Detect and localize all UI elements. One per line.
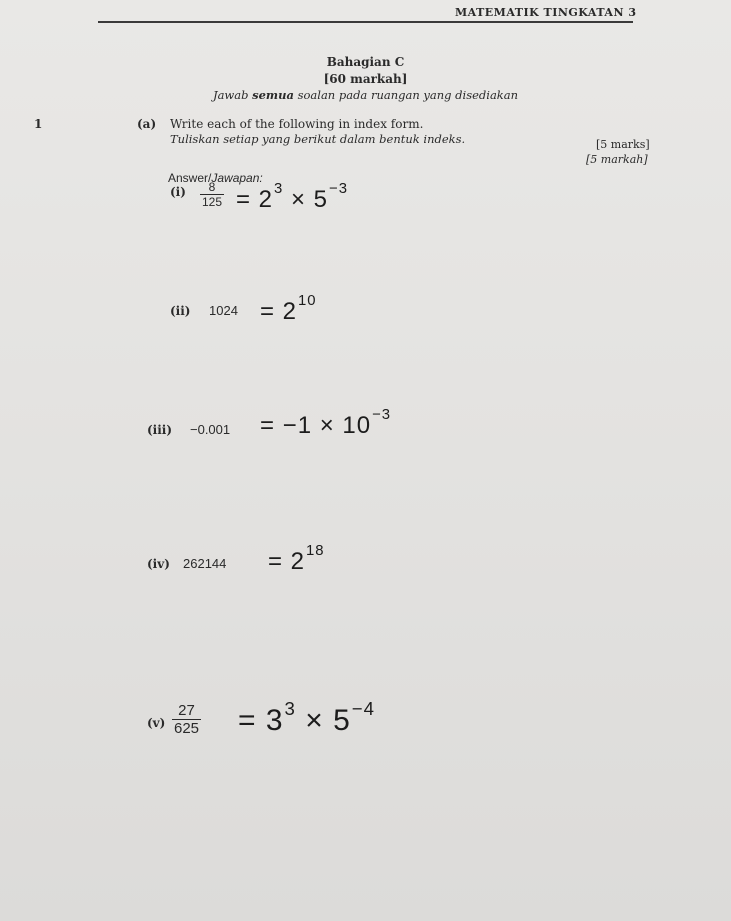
item-label: (v) xyxy=(147,716,166,730)
handwritten-answer xyxy=(268,542,325,576)
given-fraction xyxy=(200,180,224,209)
answer-exponent: 10 xyxy=(298,292,317,309)
answer-prefix: = 2 xyxy=(236,186,274,213)
handwritten-answer xyxy=(260,292,317,326)
answer-exponent: −3 xyxy=(372,406,392,423)
answer-prefix: = 3 xyxy=(238,704,284,737)
answer-exponent: 18 xyxy=(306,542,325,559)
answer-exponent: 3 xyxy=(284,697,296,719)
section-marks: [60 markah] xyxy=(323,72,408,86)
instruction-prefix: Jawab xyxy=(212,88,249,102)
answer-label-en: Answer/ xyxy=(168,171,212,185)
answer-prefix: = 2 xyxy=(260,298,298,325)
item-label: (i) xyxy=(170,185,186,199)
answer-exponent: −4 xyxy=(351,697,375,719)
answer-exponent: 3 xyxy=(274,180,284,197)
marks-ms: [5 markah] xyxy=(586,153,648,166)
item-label: (iii) xyxy=(147,423,173,437)
handwritten-answer xyxy=(236,180,348,214)
given-value: −0.001 xyxy=(190,422,231,437)
question-part: (a) xyxy=(137,117,157,131)
fraction-denominator: 625 xyxy=(174,720,200,737)
instruction-bold: semua xyxy=(252,88,294,102)
section-instruction xyxy=(0,88,731,102)
answer-prefix: = −1 × 10 xyxy=(260,412,372,439)
handwritten-answer xyxy=(260,406,392,440)
answer-middle: × 5 xyxy=(295,704,351,737)
given-value: 1024 xyxy=(209,303,238,318)
section-title: Bahagian C xyxy=(326,55,405,69)
answer-label-ms: Jawapan: xyxy=(211,171,263,185)
item-label: (ii) xyxy=(170,304,191,318)
question-text-ms: Tuliskan setiap yang berikut dalam bentuk indeks. xyxy=(170,132,466,146)
question-text-en: Write each of the following in index form. xyxy=(170,117,424,131)
answer-exponent: −3 xyxy=(329,180,348,197)
item-label: (iv) xyxy=(147,557,170,571)
answer-prefix: = 2 xyxy=(268,548,306,575)
answer-middle: × 5 xyxy=(283,186,329,213)
fraction-denominator: 125 xyxy=(202,195,223,209)
fraction-numerator: 8 xyxy=(208,180,216,194)
header-title: MATEMATIK TINGKATAN 3 xyxy=(455,6,637,19)
instruction-suffix: soalan pada ruangan yang disediakan xyxy=(297,88,519,102)
header-rule xyxy=(98,21,633,23)
marks-en: [5 marks] xyxy=(596,138,650,151)
given-fraction xyxy=(172,702,201,737)
given-value: 262144 xyxy=(183,556,227,571)
handwritten-answer xyxy=(238,697,375,738)
fraction-numerator: 27 xyxy=(178,702,195,719)
question-number: 1 xyxy=(34,117,43,131)
